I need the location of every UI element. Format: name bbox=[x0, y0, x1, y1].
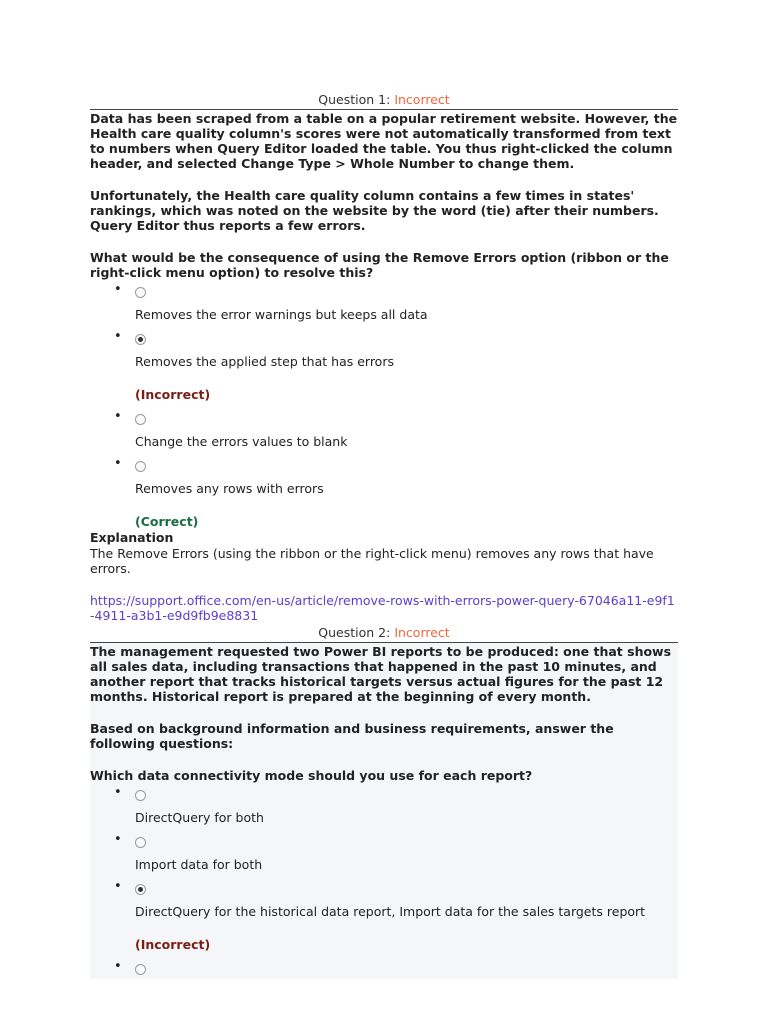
quiz-review-page bbox=[90, 92, 678, 979]
bullet-icon: • bbox=[114, 879, 122, 894]
question-body bbox=[90, 643, 678, 979]
radio-button[interactable] bbox=[135, 287, 146, 298]
question-text: The management requested two Power BI reports to be produced: one that shows all sales data, including transactions that happened in the past 10 minutes, and another report that tracks historical targets versus actual figures for the past 12 months. Historical report is prepared at the beginning of every month. bbox=[90, 644, 672, 704]
question-text: Data has been scraped from a table on a popular retirement website. However, the Health care quality column's scores were not automatically transformed from text to numbers when Query Editor loaded the table. You thus right-clicked the column header, and selected Change Type > Whole Number to change them. bbox=[90, 111, 678, 171]
answer-option bbox=[90, 457, 678, 529]
option-label: Removes the error warnings but keeps all data bbox=[135, 307, 428, 322]
answer-options bbox=[90, 283, 678, 529]
radio-button[interactable] bbox=[135, 964, 146, 975]
explanation-label: Explanation bbox=[90, 530, 174, 545]
question-text: Unfortunately, the Health care quality column contains a few times in states' rankings, which was noted on the website by the word (tie) after their numbers. Query Editor thus reports a few errors. bbox=[90, 188, 659, 233]
option-label: DirectQuery for both bbox=[135, 810, 264, 825]
answer-option bbox=[90, 410, 678, 449]
bullet-icon: • bbox=[114, 456, 122, 471]
bullet-icon: • bbox=[114, 329, 122, 344]
answer-options bbox=[90, 786, 678, 979]
bullet-icon: • bbox=[114, 959, 122, 974]
option-label: Change the errors values to blank bbox=[135, 434, 348, 449]
question-status: Incorrect bbox=[394, 92, 450, 107]
answer-option bbox=[90, 786, 678, 825]
question-text: Based on background information and business requirements, answer the following questions: bbox=[90, 721, 614, 751]
question-prompt: Which data connectivity mode should you use for each report? bbox=[90, 768, 533, 783]
option-label: Removes the applied step that has errors bbox=[135, 354, 394, 369]
radio-button[interactable] bbox=[135, 837, 146, 848]
question-1 bbox=[90, 92, 678, 623]
answer-feedback: (Incorrect) bbox=[135, 387, 211, 402]
bullet-icon: • bbox=[114, 409, 122, 424]
radio-button[interactable] bbox=[135, 461, 146, 472]
question-prompt: What would be the consequence of using the Remove Errors option (ribbon or the right-click menu option) to resolve this? bbox=[90, 250, 669, 280]
question-header bbox=[90, 92, 678, 110]
answer-option bbox=[90, 833, 678, 872]
explanation-text: The Remove Errors (using the ribbon or the right-click menu) removes any rows that have errors. bbox=[90, 546, 654, 576]
question-header bbox=[90, 625, 678, 643]
radio-button-selected[interactable] bbox=[135, 884, 146, 895]
bullet-icon: • bbox=[114, 785, 122, 800]
answer-feedback: (Correct) bbox=[135, 514, 199, 529]
option-label: Removes any rows with errors bbox=[135, 481, 324, 496]
question-2 bbox=[90, 625, 678, 979]
bullet-icon: • bbox=[114, 282, 122, 297]
answer-feedback: (Incorrect) bbox=[135, 937, 211, 952]
radio-button[interactable] bbox=[135, 414, 146, 425]
question-label: Question 1: bbox=[318, 92, 395, 107]
option-label: Import data for both bbox=[135, 857, 263, 872]
question-status: Incorrect bbox=[394, 625, 450, 640]
radio-button[interactable] bbox=[135, 790, 146, 801]
answer-option bbox=[90, 330, 678, 402]
answer-option bbox=[90, 283, 678, 322]
answer-option bbox=[90, 960, 678, 979]
option-label: DirectQuery for the historical data report, Import data for the sales targets report bbox=[135, 904, 646, 919]
explanation-link[interactable]: https://support.office.com/en-us/article/remove-rows-with-errors-power-query-67046a11-e9f1-4911-a3b1-e9d9fb9e8831 bbox=[90, 593, 675, 623]
question-body bbox=[90, 110, 678, 623]
answer-option bbox=[90, 880, 678, 952]
bullet-icon: • bbox=[114, 832, 122, 847]
radio-button-selected[interactable] bbox=[135, 334, 146, 345]
question-label: Question 2: bbox=[318, 625, 395, 640]
